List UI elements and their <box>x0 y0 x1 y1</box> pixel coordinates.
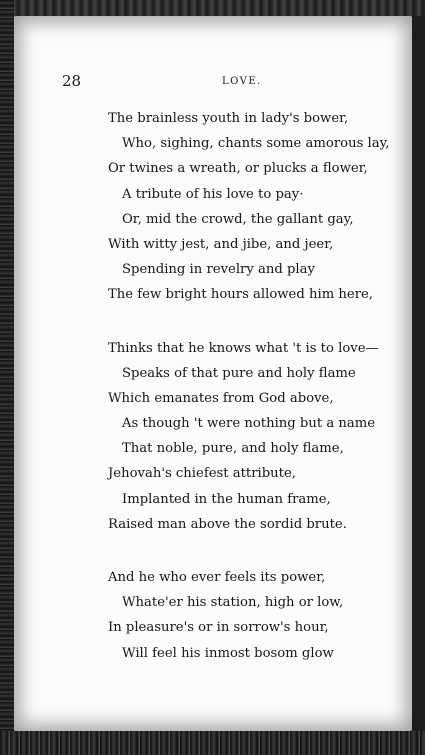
poem-line: That noble, pure, and holy flame, <box>122 441 344 457</box>
poem-line: Jehovah's chiefest attribute, <box>108 466 296 482</box>
poem-line: With witty jest, and jibe, and jeer, <box>108 236 334 252</box>
poem-line: Will feel his inmost bosom glow <box>122 645 334 661</box>
poem-body <box>14 106 412 694</box>
running-head: LOVE. <box>222 76 262 87</box>
poem-line: And he who ever feels its power, <box>108 570 326 585</box>
poem-line: The few bright hours allowed him here, <box>108 287 373 303</box>
poem-line: Spending in revelry and play <box>122 262 315 278</box>
scan-edge-top <box>0 0 425 16</box>
stanza <box>14 106 412 308</box>
poem-line: As though 't were nothing but a name <box>122 416 376 432</box>
stanza <box>14 565 412 666</box>
poem-line: Or twines a wreath, or plucks a flower, <box>108 161 368 177</box>
scan-edge-left <box>0 0 14 755</box>
stanza <box>14 336 412 538</box>
poem-line: A tribute of his love to pay· <box>122 186 304 202</box>
poem-line: Implanted in the human frame, <box>122 491 331 507</box>
poem-line: The brainless youth in lady's bower, <box>108 111 349 126</box>
poem-line: Thinks that he knows what 't is to love— <box>108 340 379 356</box>
poem-line: Who, sighing, chants some amorous lay, <box>122 136 390 152</box>
poem-line: Speaks of that pure and holy flame <box>122 365 356 381</box>
poem-line: Which emanates from God above, <box>108 390 334 406</box>
poem-line: Or, mid the crowd, the gallant gay, <box>122 211 354 227</box>
page-number: 28 <box>62 72 82 90</box>
book-page <box>14 16 412 731</box>
poem-line: In pleasure's or in sorrow's hour, <box>108 620 329 636</box>
poem-line: Whate'er his station, high or low, <box>122 595 344 611</box>
poem-line: Raised man above the sordid brute. <box>108 516 347 532</box>
scan-edge-bottom <box>0 731 425 755</box>
